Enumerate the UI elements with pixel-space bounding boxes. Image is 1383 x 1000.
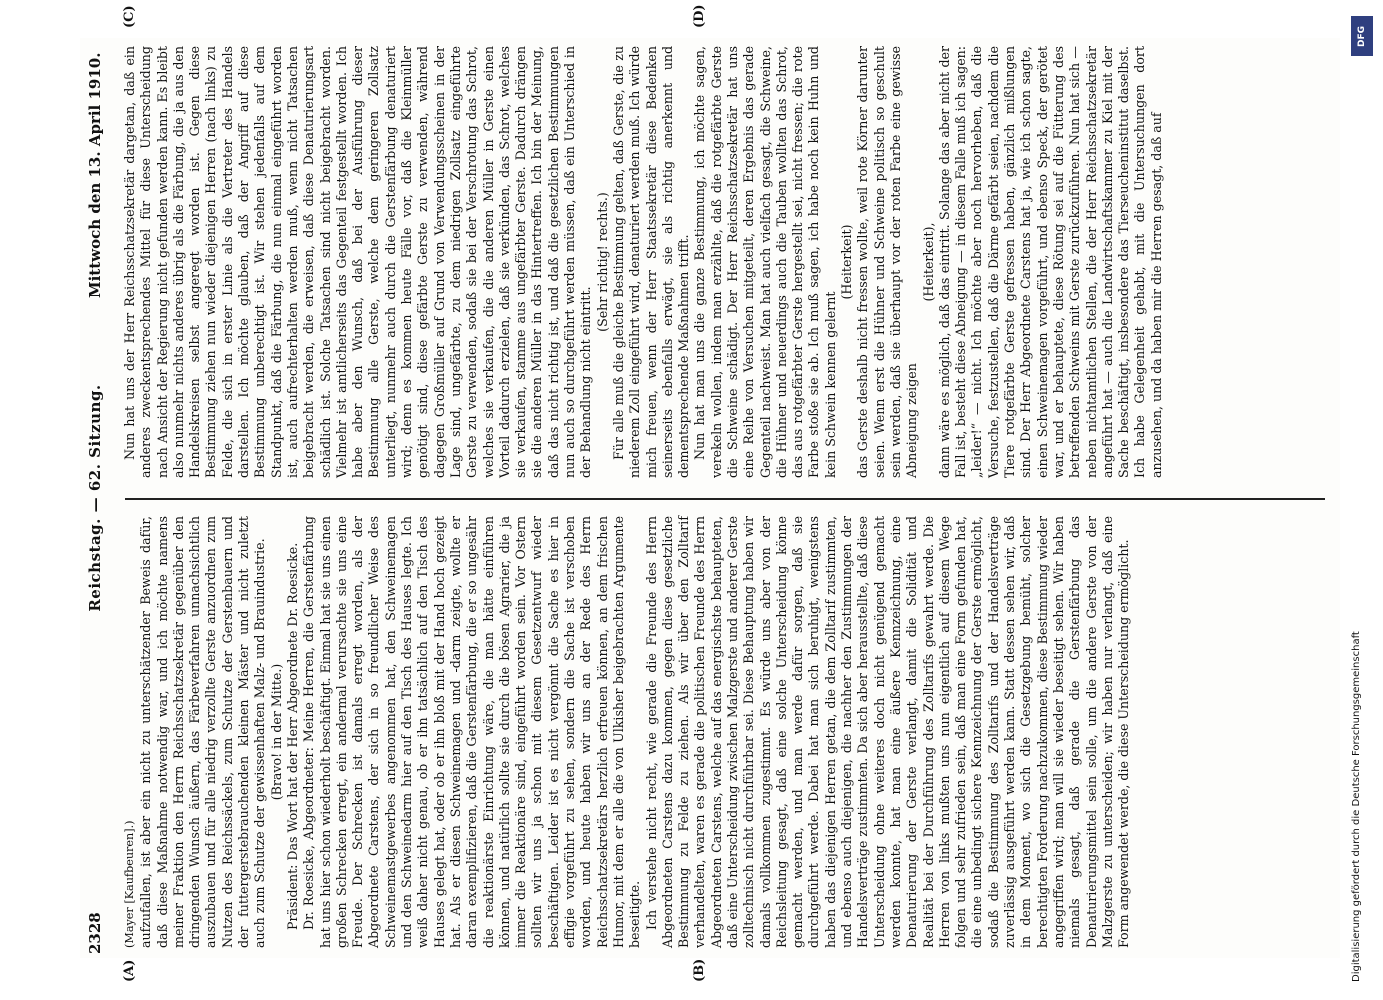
page-number: 2328 [86, 912, 104, 954]
right-column [122, 46, 1165, 478]
attribution-strip [1347, 10, 1377, 990]
paragraph: Nun hat man uns die ganze Bestimmung, ich möchte sagen, verekeln wollen, indem man erzählte, daß die rotgefärbte Gerste die Schweine schädigt. Der Herr Reichsschatzsekretär hat uns eine Reihe von Versuchen mitgeteilt, deren Ergebnis das gerade Gegenteil nachweist. Man hat auch vielfach gesagt, die Schweine, die Hühner und neuerdings auch die Tauben wollten das Schrot, das aus rotgefärbter Gerste hergestellt sei, nicht fressen; die rote Farbe stoße sie ab. Ich muß sagen, ich habe noch kein Huhn und kein Schwein kennen gelernt [692, 46, 838, 478]
session-date: Mittwoch den 13. April 1910. [86, 52, 104, 298]
interjection: (Sehr richtig! rechts.) [594, 192, 610, 332]
page-header [80, 38, 120, 958]
paragraph: aufzufallen, ist aber ein nicht zu unterschätzender Beweis dafür, daß diese Maßnahme notwendig war, und ich möchte namens meiner Fraktion den Herrn Reichsschatzsekretär gegenüber den dringenden Wunsch äußern, das Färbeverfahren unnachsichtlich auszubauen und für alle niedrig verzollte Gerste anzuordnen zum Nutzen des Reichssäckels, zum Schutze der Gerstenbauern und der futtergerstebrauchenden kleinen Mäster und nicht zuletzt auch zum Schutze der gewissenhaften Malz- und Brauindustrie. [138, 516, 268, 948]
paragraph: (Mayer [Kaufbeuren].) [123, 820, 136, 948]
margin-letter-d: (D) [692, 4, 707, 28]
interjection: (Heiterkeit), [920, 222, 936, 302]
dfg-logo: DFG [1351, 16, 1373, 56]
margin-letter-a: (A) [122, 959, 137, 982]
paragraph: Nun hat uns der Herr Reichsschatzsekretär dargetan, daß ein anderes zweckentsprechendes Mittel für diese Unterscheidung nach Ansicht der Regierung nicht gefunden werden kann. Es bleibt also nunmehr nichts anderes übrig als die Färbung, die ja aus den Handelskreisen selbst angeregt worden ist. Gegen diese Bestimmung ziehen nun wieder diejenigen Herren (nach links) zu Felde, die sich in erster Linie als die Vertreter des Handels darstellen. Ich möchte glauben, daß der Angriff auf diese Bestimmung unberechtigt ist. Wir stehen jedenfalls auf dem Standpunkt, daß die Färbung, die nun einmal eingeführt worden ist, auch aufrechterhalten werden muß, wenn nicht Tatsachen beigebracht werden, die erweisen, daß diese Denaturierungsart schädlich ist. Solche Tatsachen sind nicht beigebracht worden. Vielmehr ist amtlicherseits das Gegenteil festgestellt worden. Ich habe aber den Wunsch, daß bei der Ausführung dieser Bestimmung alle Gerste, welche dem geringeren Zollsatz unterliegt, nunmehr auch durch die Gerstenfärbung denaturiert wird; denn es kommen heute Fälle vor, daß die Kleinmüller genötigt sind, diese gefärbte Gerste zu verwenden, während dagegen Großmüller auf Grund von Verwendungsscheinen in der Lage sind, ungefärbte, zu dem niedrigen Zollsatz eingeführte Gerste zu verwenden, sodaß sie bei der Verschrotung das Schrot, welches sie verkaufen, die die anderen Müller in Gerste einen Vorteil dadurch erzielen, daß sie verkünden, das Schrot, welches sie verkaufen, stamme aus ungefärbter Gerste. Dadurch drängen sie die anderen Müller in das Hintertreffen. Ich bin der Meinung, daß das nicht richtig ist, und daß die gesetzlichen Bestimmungen nun auch so durchgeführt werden müssen, daß ein Unterschied in der Behandlung nicht eintritt. [122, 46, 594, 478]
attribution-text: Digitalisierung gefördert durch die Deutsche Forschungsgemeinschaft [1351, 631, 1362, 982]
column-divider [125, 498, 1325, 500]
paragraph: Präsident: Das Wort hat der Herr Abgeordnete Dr. Roesicke. [284, 542, 300, 930]
session-title: Reichstag. — 62. Sitzung. [86, 384, 104, 612]
left-column [122, 516, 1132, 948]
interjection: (Bravo! in der Mitte.) [268, 663, 284, 801]
document-page [80, 4, 1340, 982]
paragraph: Für alle muß die gleiche Bestimmung gelten, daß Gerste, die zu niederem Zoll eingeführt wird, denaturiert werden muß. Ich würde mich freuen, wenn der Herr Staatssekretär diese Bedenken seinerseits ebenfalls erwägt, sie als richtig anerkennt und dementsprechende Maßnahmen trifft. [610, 46, 692, 478]
paragraph: Ich verstehe nicht recht, wie gerade die Freunde des Herrn Abgeordneten Carstens dazu kommen, gegen diese gesetzliche Bestimmung zu Felde zu ziehen. Als wir über den Zolltarif verhandelten, waren es gerade die politischen Freunde des Herrn Abgeordneten Carstens, welche auf das energischste behaupteten, daß eine Unterscheidung zwischen Malzgerste und anderer Gerste zolltechnisch nicht durchführbar sei. Diese Behauptung haben wir damals vollkommen zugestimmt. Es würde uns aber von der Reichsleitung gesagt, daß eine solche Unterscheidung könne gemacht werden, und man werde dafür sorgen, daß sie durchgeführt werde. Dabei hat man sich beruhigt, wenigstens haben das diejenigen Herren getan, die dem Zolltarif zustimmten, und ebenso auch diejenigen, die nachher den Zustimmungen der Handelsverträge zustimmten. Da sich aber herausstellte, daß diese Unterscheidung ohne weiteres doch nicht genügend gemacht werden konnte, hat man eine äußere Kennzeichnung, eine Denaturierung der Gerste verlangt, damit die Solidität und Realität bei der Durchführung des Zolltarifs gewahrt werde. Die Herren von links mußten uns nun eigentlich auf diesem Wege folgen und sehr zufrieden sein, daß man eine Form gefunden hat, die eine unbedingt sichere Kennzeichnung der Gerste ermöglicht, sodaß die Bestimmung des Zolltarifs und der Handelsverträge zuverlässig ausgeführt werden kann. Statt dessen sehen wir, daß in dem Moment, wo sich die Gesetzgebung bemüht, solcher berechtigten Forderung nachzukommen, diese Bestimmung wieder angegriffen wird; man will sie wieder beseitigt sehen. Wir haben niemals gesagt, daß gerade die Gerstenfärbung das Denaturierungsmittel sein solle, um die andere Gerste von der Malzgerste zu unterscheiden; wir haben nur verlangt, daß eine Form angewendet werde, die diese Unterscheidung ermöglicht. [643, 516, 1132, 948]
interjection: (Heiterkeit) [839, 224, 855, 300]
paragraph: dann wäre es möglich, daß das eintritt. Solange das aber nicht der Fall ist, besteht diese Abneigung — in diesem Falle muß ich sagen: „leider!“ — nicht. Ich möchte aber noch hervorheben, daß die Versuche, festzustellen, daß die Därme gefärbt seien, nachdem die Tiere rotgefärbte Gerste gefressen haben, gänzlich mißlungen sind. Der Herr Abgeordnete Carstens hat ja, wie ich schon sagte, einen Schweinemagen vorgeführt, und ebenso Speck, der gerötet war, und er behauptete, diese Rötung sei auf die Fütterung des betreffenden Schweins mit Gerste zurückzuführen. Nun hat sich — neben nichtamtlichen Stellen, die der Herr Reichsschatzsekretär angeführt hat — auch die Landwirtschaftskammer zu Kiel mit der Sache beschäftigt, insbesondere das Tierseucheninstitut daselbst. Ich habe Gelegenheit gehabt, mit die Untersuchungen dort anzusehen, und da haben mir die Herren gesagt, daß auf [936, 46, 1164, 478]
margin-letter-c: (C) [122, 5, 137, 28]
margin-letter-b: (B) [692, 958, 707, 982]
paragraph: Dr. Roesicke, Abgeordneter: Meine Herren, die Gerstenfärbung hat uns hier schon wiederholt beschäftigt. Einmal hat sie uns einen großen Schrecken erregt, ein andermal verursachte sie uns eine Freude. Der Schrecken ist damals erregt worden, als der Abgeordnete Carstens, der sich in so freundlicher Weise des Schweinemastgewerbes angenommen hat, den Schweinemagen und den Schweinedarm hier auf den Tisch des Hauses legte. Ich weiß daher nicht genau, ob er ihn tatsächlich auf den Tisch des Hauses gelegt hat, oder ob er ihn bloß mit der Hand hoch gezeigt hat. Als er diesen Schweinemagen und -darm zeigte, wollte er daran exemplifizieren, daß die Gerstenfärbung, die er so ungesähr die reaktionärste Einrichtung wäre, die man hätte einführen können, und natürlich sollte sie durch die bösen Agrarier, die ja immer die Reaktionäre sind, eingeführt worden sein. Vor Ostern sollten wir uns ja schon mit diesem Gesetzentwurf wieder beschäftigen. Leider ist es nicht vergönnt die Sache es hier in effigie vorgeführt zu sehen, sondern die Sache ist verschoben worden, und heute haben wir uns an der Rede des Herrn Reichsschatzsekretärs herzlich erfreuen können, an dem frischen Humor, mit dem er alle die von Ulkisher beigebrachten Argumente beseitigte. [301, 516, 643, 948]
paragraph: das Gerste deshalb nicht fressen wollte, weil rote Körner darunter seien. Wenn erst die Hühner und Schweine politisch so geschult sein werden, daß sie überhaupt vor der roten Farbe eine gewisse Abneigung zeigen [855, 46, 920, 478]
